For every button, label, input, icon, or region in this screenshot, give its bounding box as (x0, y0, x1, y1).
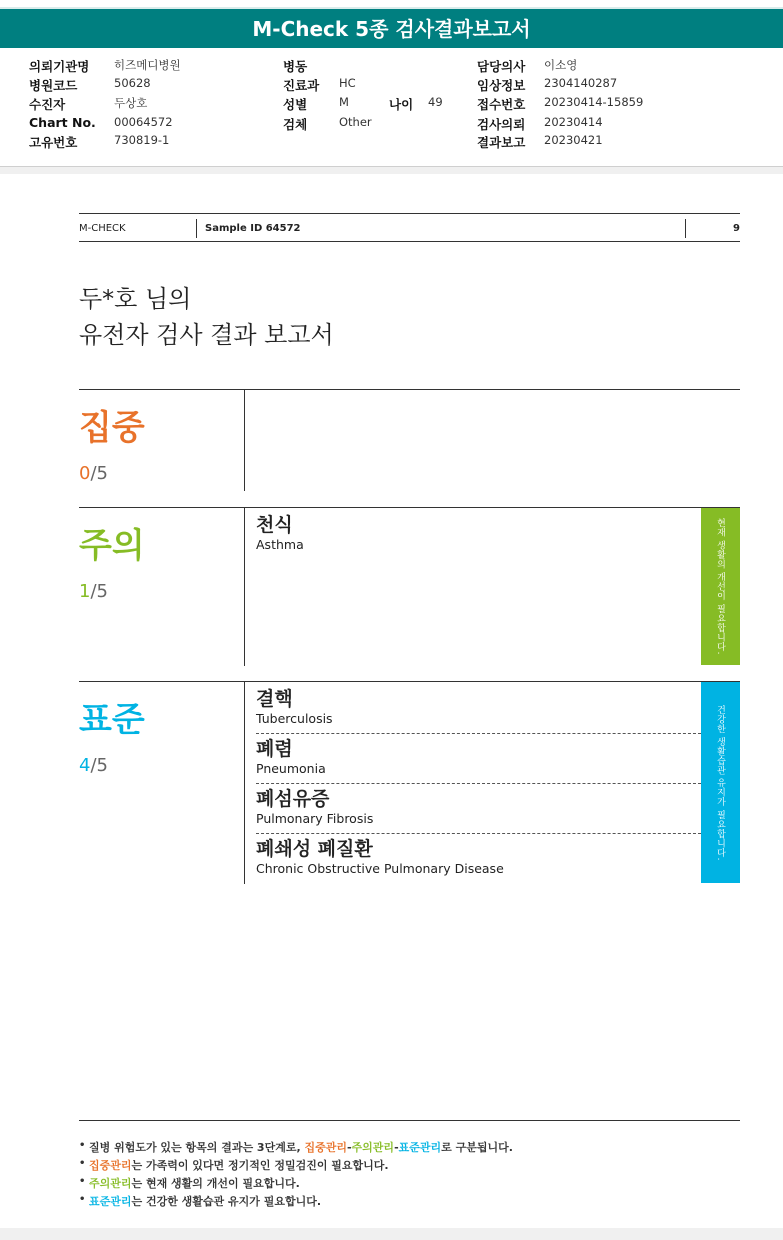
report-title (79, 281, 334, 353)
patient-info-panel (0, 55, 783, 167)
disease-item-copd (256, 834, 701, 884)
section-divider (244, 508, 245, 666)
section-standard-items (256, 684, 701, 884)
info-label-request: 검사의뢰 (477, 117, 526, 132)
info-label-specimen: 검체 (283, 117, 308, 132)
report-title-line1: 두*호 님의 (79, 285, 192, 313)
note-standard: • 표준관리는 건강한 생활습관 유지가 필요합니다. (79, 1193, 513, 1211)
disease-name-en: Tuberculosis (256, 711, 333, 726)
page-separator-band (0, 167, 783, 174)
section-caution-score: 1/5 (79, 581, 108, 602)
info-value-specimen: Other (339, 115, 372, 129)
info-label-chart-no: Chart No. (29, 115, 96, 130)
disease-name-kr: 폐쇄성 폐질환 (256, 838, 373, 860)
info-label-age: 나이 (389, 97, 414, 112)
info-value-unique-id: 730819-1 (114, 133, 170, 147)
page-header-divider (685, 219, 686, 238)
page-header-brand: M-CHECK (79, 223, 126, 234)
info-value-doctor: 이소영 (544, 58, 578, 72)
section-standard-title: 표준 (79, 700, 145, 740)
page-header (79, 213, 740, 242)
section-focus-score: 0/5 (79, 463, 108, 484)
info-label-patient: 수진자 (29, 97, 66, 112)
disease-item-pneumonia (256, 734, 701, 784)
info-label-clinical: 임상정보 (477, 78, 526, 93)
standard-side-note: 건강한 생활습관 유지가 필요합니다. (701, 682, 740, 883)
footer-notes (79, 1139, 513, 1211)
info-value-hospital-code: 50628 (114, 76, 151, 90)
disease-name-kr: 폐렴 (256, 738, 293, 760)
report-title-line2: 유전자 검사 결과 보고서 (79, 321, 334, 349)
disease-name-kr: 폐섬유증 (256, 788, 330, 810)
section-standard-score: 4/5 (79, 755, 108, 776)
info-value-receipt: 20230414-15859 (544, 95, 644, 109)
note-focus: • 집중관리는 가족력이 있다면 정기적인 정밀검진이 필요합니다. (79, 1157, 513, 1175)
section-caution-title: 주의 (79, 526, 145, 566)
disease-item-pulmonary-fibrosis (256, 784, 701, 834)
info-label-receipt: 접수번호 (477, 97, 526, 112)
page-bottom-band (0, 1228, 783, 1240)
section-divider (244, 390, 245, 491)
info-label-unique-id: 고유번호 (29, 135, 78, 150)
note-levels: • 질병 위험도가 있는 항목의 결과는 3단계로, 집중관리-주의관리-표준관리로 구분됩니다. (79, 1139, 513, 1157)
footer-divider (79, 1120, 740, 1121)
disease-name-en: Asthma (256, 537, 304, 552)
info-value-institution: 히즈메디병원 (114, 58, 181, 72)
report-header-title: M-Check 5종 검사결과보고서 (0, 7, 783, 48)
info-label-ward: 병동 (283, 59, 308, 74)
section-divider (244, 682, 245, 884)
disease-name-kr: 천식 (256, 514, 293, 536)
disease-item-asthma (256, 510, 701, 560)
disease-name-kr: 결핵 (256, 688, 293, 710)
info-label-sex: 성별 (283, 97, 308, 112)
info-label-doctor: 담당의사 (477, 59, 526, 74)
note-caution: • 주의관리는 현재 생활의 개선이 필요합니다. (79, 1175, 513, 1193)
info-label-department: 진료과 (283, 78, 320, 93)
info-label-institution: 의뢰기관명 (29, 59, 90, 74)
page-header-sample-id: Sample ID 64572 (205, 223, 301, 234)
info-value-sex: M (339, 95, 349, 109)
disease-item-tuberculosis (256, 684, 701, 734)
info-label-hospital-code: 병원코드 (29, 78, 78, 93)
info-value-request: 20230414 (544, 115, 603, 129)
info-value-patient: 두상호 (114, 96, 148, 110)
info-value-result-report: 20230421 (544, 133, 603, 147)
disease-name-en: Chronic Obstructive Pulmonary Disease (256, 861, 504, 876)
info-value-chart-no: 00064572 (114, 115, 173, 129)
page-number: 9 (733, 223, 740, 234)
section-focus (79, 389, 740, 491)
section-caution (79, 507, 740, 665)
info-value-clinical: 2304140287 (544, 76, 618, 90)
section-caution-items (256, 510, 701, 560)
disease-name-en: Pulmonary Fibrosis (256, 811, 374, 826)
info-value-department: HC (339, 76, 356, 90)
disease-name-en: Pneumonia (256, 761, 326, 776)
info-value-age: 49 (428, 95, 443, 109)
section-focus-title: 집중 (79, 408, 145, 448)
section-standard (79, 681, 740, 883)
info-label-result-report: 결과보고 (477, 135, 526, 150)
caution-side-note: 현재 생활의 개선이 필요합니다. (701, 508, 740, 665)
page-header-divider (196, 219, 197, 238)
